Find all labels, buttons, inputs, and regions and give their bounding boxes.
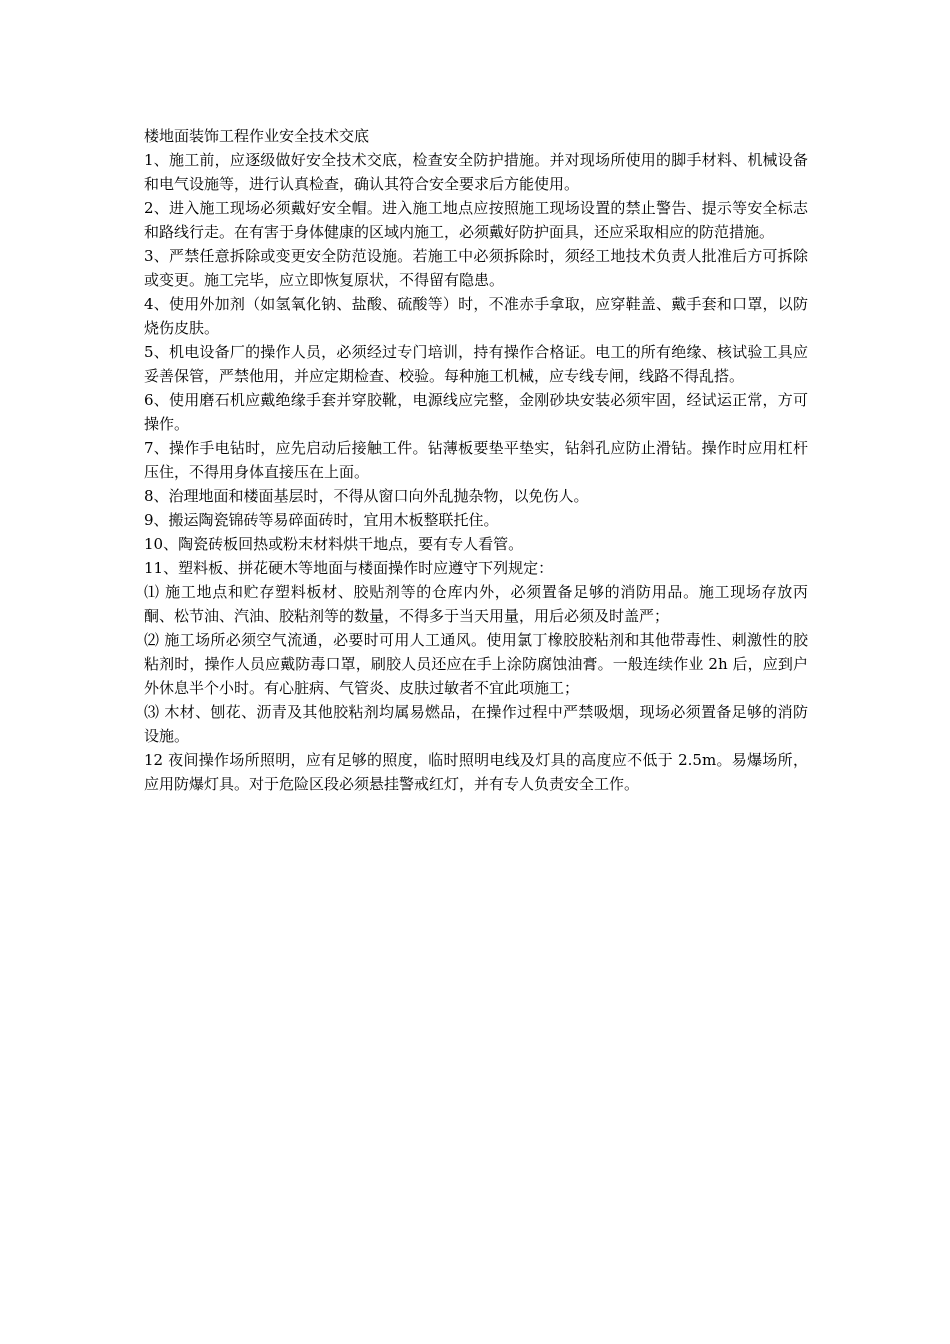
document-title: 楼地面装饰工程作业安全技术交底 [144, 127, 370, 145]
paragraph-10: 10、陶瓷砖板回热或粉末材料烘干地点，要有专人看管。 [144, 535, 524, 553]
paragraph-11-rule-1: ⑴ 施工地点和贮存塑料板材、胶贴剂等的仓库内外，必须置备足够的消防用品。施工现场存放丙酮、松节油、汽油、胶粘剂等的数量，不得多于当天用量，用后必须及时盖严； [144, 583, 808, 625]
paragraph-6: 6、使用磨石机应戴绝缘手套并穿胶靴，电源线应完整，金刚砂块安装必须牢固，经试运正常，方可操作。 [144, 391, 808, 433]
paragraph-8: 8、治理地面和楼面基层时，不得从窗口向外乱抛杂物，以免伤人。 [144, 487, 589, 505]
paragraph-12: 12 夜间操作场所照明，应有足够的照度，临时照明电线及灯具的高度应不低于 2.5m。易爆场所，应用防爆灯具。对于危险区段必须悬挂警戒红灯，并有专人负责安全工作。 [144, 751, 808, 793]
paragraph-11-rule-2: ⑵ 施工场所必须空气流通，必要时可用人工通风。使用氯丁橡胶胶粘剂和其他带毒性、刺激性的胶粘剂时，操作人员应戴防毒口罩，刷胶人员还应在手上涂防腐蚀油膏。一般连续作业 2h 后，应到户外休息半个小时。有心脏病、气管炎、皮肤过敏者不宜此项施工； [144, 631, 808, 697]
paragraph-4: 4、使用外加剂（如氢氧化钠、盐酸、硫酸等）时，不准赤手拿取，应穿鞋盖、戴手套和口罩，以防烧伤皮肤。 [144, 295, 808, 337]
paragraph-11: 11、塑料板、拼花硬木等地面与楼面操作时应遵守下列规定： [144, 559, 554, 577]
paragraph-3: 3、严禁任意拆除或变更安全防范设施。若施工中必须拆除时，须经工地技术负责人批准后方可拆除或变更。施工完毕，应立即恢复原状，不得留有隐患。 [144, 247, 808, 289]
paragraph-9: 9、搬运陶瓷锦砖等易碎面砖时，宜用木板整联托住。 [144, 511, 499, 529]
paragraph-5: 5、机电设备厂的操作人员，必须经过专门培训，持有操作合格证。电工的所有绝缘、核试验工具应妥善保管，严禁他用，并应定期检查、校验。每种施工机械，应专线专闸，线路不得乱搭。 [144, 343, 808, 385]
document-body [144, 124, 808, 796]
paragraph-1: 1、施工前，应逐级做好安全技术交底，检查安全防护措施。并对现场所使用的脚手材料、机械设备和电气设施等，进行认真检查，确认其符合安全要求后方能使用。 [144, 151, 808, 193]
paragraph-11-rule-3: ⑶ 木材、刨花、沥青及其他胶粘剂均属易燃品，在操作过程中严禁吸烟，现场必须置备足够的消防设施。 [144, 703, 808, 745]
paragraph-7: 7、操作手电钻时，应先启动后接触工件。钻薄板要垫平垫实，钻斜孔应防止滑钻。操作时应用杠杆压住，不得用身体直接压在上面。 [144, 439, 808, 481]
paragraph-2: 2、进入施工现场必须戴好安全帽。进入施工地点应按照施工现场设置的禁止警告、提示等安全标志和路线行走。在有害于身体健康的区域内施工，必须戴好防护面具，还应采取相应的防范措施。 [144, 199, 808, 241]
